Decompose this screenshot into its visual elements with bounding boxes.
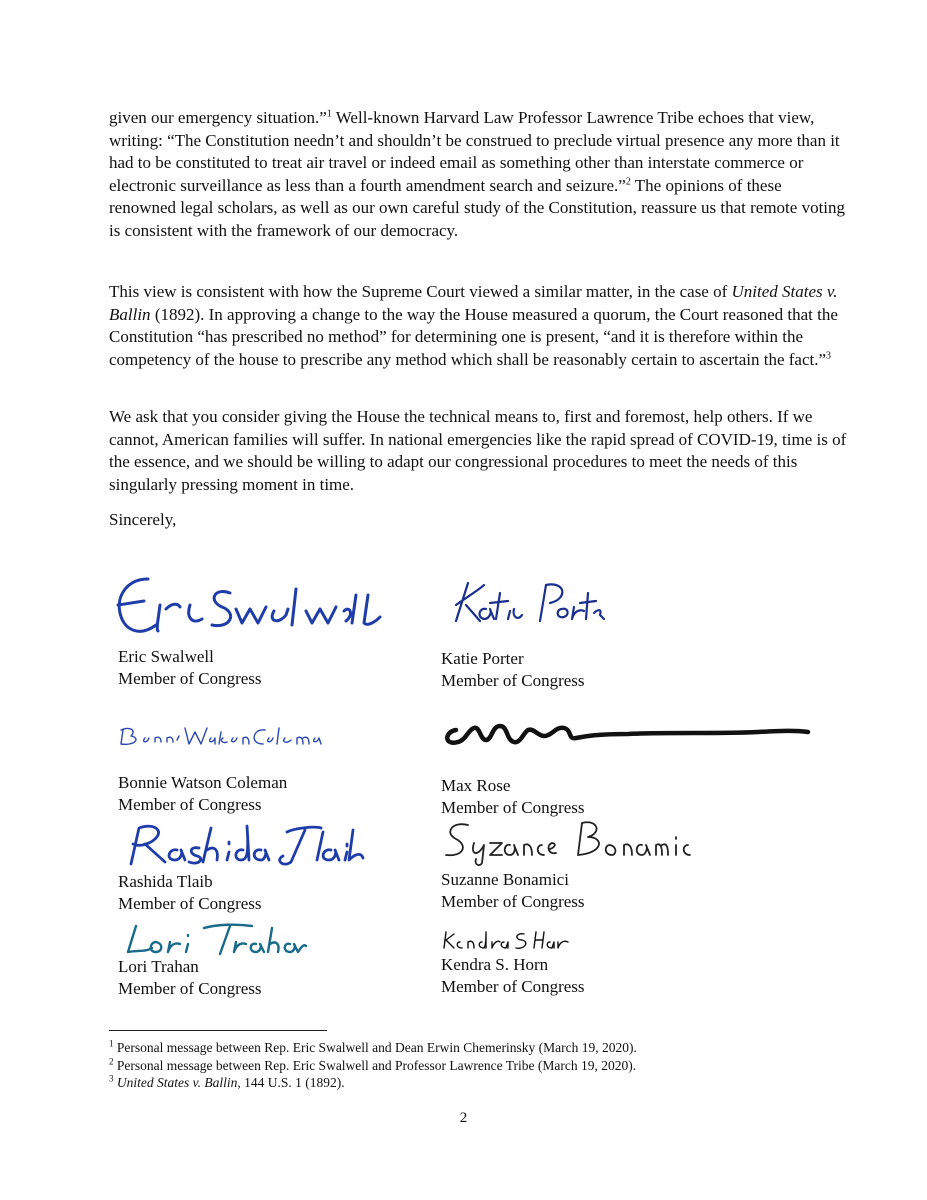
footnote-3: $^3$ United States v. Ballin, 144 U.S. 1 (1892).	[109, 1073, 345, 1090]
signer-title: Member of Congress	[118, 794, 262, 814]
signer-name: Lori Trahan	[118, 957, 199, 976]
paragraph-3: We ask that you consider giving the House the technical means to, first and foremost, help others. If we cannot, American families will suffer. In national emergencies like the rapid spread of COVID-19, time is of the essence, and we should be willing to adapt our congressional procedures to meet the needs of this singularly pressing moment in time.	[109, 407, 847, 494]
signer-name: Katie Porter	[441, 649, 524, 668]
signer-name: Bonnie Watson Coleman	[118, 773, 288, 792]
signer-kendra-s-horn	[441, 954, 585, 997]
signature-rashida-tlaib	[115, 820, 365, 870]
signer-title: Member of Congress	[441, 670, 585, 690]
signer-title: Member of Congress	[441, 797, 585, 817]
signer-title: Member of Congress	[118, 668, 262, 688]
footnote-divider	[109, 1030, 327, 1031]
signature-lori-trahan	[118, 920, 308, 960]
footnote-ref-1: 1	[326, 108, 332, 120]
signature-bonnie-watson-coleman	[115, 722, 330, 750]
signature-kendra-s-horn	[440, 928, 570, 952]
signer-title: Member of Congress	[118, 978, 262, 998]
signer-lori-trahan	[118, 956, 262, 999]
signer-katie-porter	[441, 648, 585, 691]
signer-title: Member of Congress	[441, 976, 585, 996]
signer-max-rose	[441, 775, 585, 818]
signer-name: Max Rose	[441, 776, 511, 795]
footnotes	[109, 1039, 637, 1092]
signer-title: Member of Congress	[118, 893, 262, 913]
closing: Sincerely,	[109, 510, 177, 529]
footnote-ref-3: 3	[826, 349, 832, 361]
signer-title: Member of Congress	[441, 891, 585, 911]
page-number: 2	[459, 1110, 468, 1126]
signer-name: Rashida Tlaib	[118, 872, 213, 891]
paragraph-1: given our emergency situation.”$^1$ Well-known Harvard Law Professor Lawrence Tribe echoes that view, writing: “The Constitution needn’t and shouldn’t be construed to preclude virtual presence any more than it had to be constituted to treat air travel or indeed email as something other than interstate commerce or electronic surveillance as less than a fourth amendment search and seizure.”$^2$ The opinions of these renowned legal scholars, as well as our own careful study of the Constitution, reassure us that remote voting is consistent with the framework of our democracy.	[109, 108, 846, 240]
footnote-2: $^2$ Personal message between Rep. Eric Swalwell and Professor Lawrence Tribe (March 19, 2020).	[109, 1056, 637, 1073]
signer-rashida-tlaib	[118, 871, 262, 914]
case-name: United States v. Ballin	[109, 282, 838, 324]
signer-name: Eric Swalwell	[118, 647, 214, 666]
signer-name: Suzanne Bonamici	[441, 870, 569, 889]
paragraph-2: This view is consistent with how the Supreme Court viewed a similar matter, in the case of United States v. Ballin (1892). In approving a change to the way the House measured a quorum, the Court reasoned that the Constitution “has prescribed no method” for determining one is present, “and it is therefore within the competency of the house to prescribe any method which shall be reasonably certain to ascertain the fact.”$^3$	[109, 282, 838, 369]
signature-max-rose	[438, 712, 818, 752]
signer-name: Kendra S. Horn	[441, 955, 549, 974]
signer-suzanne-bonamici	[441, 869, 585, 912]
footnote-ref-2: 2	[625, 175, 631, 187]
signer-bonnie-watson-coleman	[118, 772, 287, 815]
signature-katie-porter	[450, 575, 610, 630]
signature-suzanne-bonamici	[438, 815, 698, 867]
footnote-1: $^1$ Personal message between Rep. Eric Swalwell and Dean Erwin Chemerinsky (March 19, 2020).	[109, 1038, 637, 1055]
signer-eric-swalwell	[118, 646, 262, 689]
signature-eric-swalwell	[110, 565, 385, 645]
